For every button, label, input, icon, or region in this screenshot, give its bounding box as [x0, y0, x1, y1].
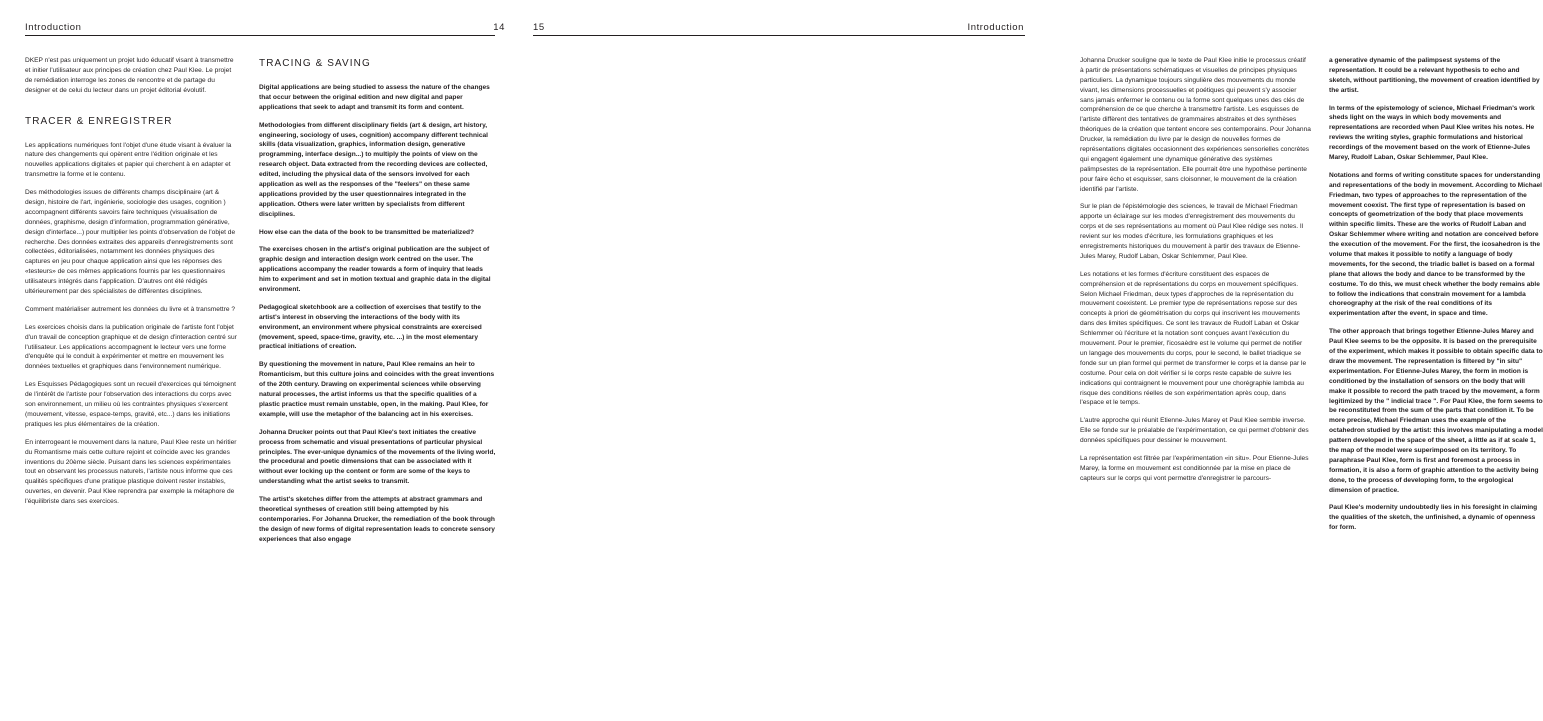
paragraph: Digital applications are being studied to assess the nature of the changes that occur between the original edition and new digital and paper applications that seek to adapt and transmit its form and content.	[259, 84, 490, 111]
left-column-french	[25, 56, 240, 515]
paragraph: Johanna Drucker souligne que le texte de Paul Klee initie le processus créatif à partir de présentations schématiques et visuelles de principes physiques particuliers. La dynamique toujours singulière des mouvements du monde vivant, les dimensions processuelles et poétiques qui peuvent s'y associer sans jamais enfermer le contenu ou la forme sont quelques unes des clés de compréhension de ce que cherche à transmettre l'artiste. Les esquisses de l'artiste diffèrent des tentatives de grammaires abstraites et des synthèses théoriques de la création que tentent encore ses contemporains. Pour Johanna Drucker, la remédiation du livre par le design de nouvelles formes de représentations digitales occasionnent des expériences sensorielles concrètes qui engagent également une dynamique générative des systèmes palimpsestes de la représentation. Elle pourrait être une hypothèse pertinente pour faire écho et esquisser, sans cloisonner, le mouvement de la création identifié par l'artiste.	[1080, 57, 1311, 193]
paragraph: Des méthodologies issues de différents champs disciplinaire (art & design, histoire de l'art, ingénierie, sociologie des usages, cognition ) accompagnent différents savoirs faire techniques (visualisation de données, graphisme, design d'information, programmation générative, design d'interface...) pour multiplier les points d'observation de l'objet de recherche. Des données extraites des appareils d'enregistrements sont collectées, éditorialisées, notamment les données physiques des captures en jeu pour chaque application ainsi que les réponses des «testeurs» de ces mêmes applications fournis par les questionnaires utilisateurs intégrés dans l'application. D'autres ont été rédigés ultérieurement par des spécialistes de différentes disciplines.	[25, 189, 236, 296]
intro-paragraph: DKEP n'est pas uniquement un projet ludo éducatif visant à transmettre et initier l'utilisateur aux principes de création chez Paul Klee. Le projet de remédiation interroge les zones de rencontre et de partage du designer et de celui du lecteur dans un projet éditorial évolutif.	[25, 57, 234, 94]
right-page	[519, 0, 1543, 721]
paragraph: Les notations et les formes d'écriture constituent des espaces de compréhension et de représentations du corps en mouvement spécifiques. Selon Michael Friedman, deux types d'approches de la représentation du mouvement coexistent. Le premier type de représentations repose sur des concepts à priori de géométrisation du corps qui inscrivent les mouvements dans des limites spécifiques. Ce sont les travaux de Rudolf Laban et Oskar Schlemmer où l'écriture et la notation sont conçues avant l'exécution du mouvement. Pour le premier, l'icosaèdre est le volume qui permet de notifier un langage des mouvements du corps, pour le second, le ballet triadique se fonde sur un plan formel qui permet de transformer le corps et la danse par le costume. Pour cela on doit vérifier si le corps reste capable de suivre les indications qui contraignent le mouvement pour une chorégraphie lambda au risque des conditions réelles de son expérimentation après coup, dans l'espace et le temps.	[1080, 270, 1307, 407]
paragraph: Pedagogical sketchbook are a collection of exercises that testify to the artist's interest in observing the interactions of the body with its environment, an environment where physical constraints are exercised (movement, speed, space-time, gravity, etc. ...) in the most elementary practical initiations of creation.	[259, 303, 482, 351]
right-header-rule	[533, 35, 1025, 36]
right-page-number: 15	[533, 22, 545, 33]
paragraph: La représentation est filtrée par l'expérimentation «in situ». Pour Etienne-Jules Marey, la forme en mouvement est conditionnée par la mise en place de capteurs sur le corps qui vont permettre d'enregistrer le parcours-	[1080, 454, 1309, 482]
paragraph: Comment matérialiser autrement les données du livre et à transmettre ?	[25, 305, 235, 313]
section-title-tracing-saving: TRACING & SAVING	[259, 58, 371, 69]
paragraph: a generative dynamic of the palimpsest systems of the representation. It could be a relevant hypothesis to echo and sketch, without partitioning, the movement of creation identified by the artist.	[1329, 57, 1540, 94]
paragraph: By questioning the movement in nature, Paul Klee remains an heir to Romanticism, but this culture joins and coincides with the great inventions of the 20th century. Drawing on experimental sciences while observing natural processes, the artist informs us that the specific qualities of a plastic practice must remain unstable, open, in the making. Paul Klee, for example, will use the metaphor of the balancing act in his exercises.	[259, 361, 495, 418]
paragraph: The artist's sketches differ from the attempts at abstract grammars and theoretical syntheses of creation still being attempted by his contemporaries. For Johanna Drucker, the remediation of the book through the design of new forms of digital representation leads to concrete sensory experiences that also engage	[259, 496, 495, 543]
left-page	[0, 0, 519, 721]
left-column-english	[259, 56, 496, 553]
paragraph: The other approach that brings together Etienne-Jules Marey and Paul Klee seems to be the opposite. It is based on the prerequisite of the experiment, which makes it possible to obtain specific data to draw the movement. The representation is filtered by "in situ" experimentation. For Etienne-Jules Marey, the form in motion is conditioned by the installation of sensors on the body that will make it possible to record the path traced by the movement, a form legitimized by the " indicial trace ". For Paul Klee, the form seems to be reconstituted from the sum of the parts that condition it. To be more precise, Michael Friedman uses the example of the octahedron studied by the artist: this involves manipulating a model pattern developed in the space of the sheet, a little as if at scale 1, the map of the model were superimposed on its territory. To paraphrase Paul Klee, form is first and foremost a process in formation, it is also a form of graphic attention to the activity being done, to the process of developing form, to the ergological dimension of practice.	[1329, 328, 1543, 494]
paragraph: Sur le plan de l'épistémologie des sciences, le travail de Michael Friedman apporte un éclairage sur les modes d'enregistrement des mouvements du corps et de ses représentations au moment où Paul Klee rédige ses notes. Il revient sur les modes d'écriture, les formulations graphiques et les enregistrements historiques du mouvement à partir des travaux de Etienne-Jules Marey, Rudolf Laban, Oskar Schlemmer, Paul Klee.	[1080, 203, 1304, 260]
left-header-rule	[25, 35, 495, 36]
left-page-number: 14	[493, 22, 505, 33]
paragraph: The exercises chosen in the artist's original publication are the subject of graphic design and interaction design work centred on the user. The applications accompany the reader towards a form of inquiry that leads him to experiment and set in motion textual and graphic data in the digital environment.	[259, 246, 491, 294]
paragraph: En interrogeant le mouvement dans la nature, Paul Klee reste un héritier du Romantisme mais cette culture rejoint et coïncide avec les grandes inventions du 20ème siècle. Puisant dans les sciences expérimentales tout en observant les processus naturels, l'artiste nous informe que ces qualités spécifiques d'une pratique plastique doivent rester instables, ouvertes, en devenir. Paul Klee reprendra par exemple la métaphore de l'équilibriste dans ses exercices.	[25, 438, 237, 506]
paragraph: Paul Klee's modernity undoubtedly lies in his foresight in claiming the qualities of the sketch, the unfinished, a dynamic of openness for form.	[1329, 504, 1538, 532]
right-column-english	[1329, 56, 1543, 541]
paragraph: L'autre approche qui réunit Etienne-Jules Marey et Paul Klee semble inverse. Elle se fonde sur le préalable de l'expérimentation, ce qui permet d'obtenir des données spécifiques pour dessiner le mouvement.	[1080, 417, 1309, 445]
paragraph: Johanna Drucker points out that Paul Klee's text initiates the creative process from schematic and visual presentations of particular physical principles. The ever-unique dynamics of the movements of the living world, the procedural and poetic dimensions that can be associated with it without ever locking up the content or form are some of the keys to understanding what the artist seeks to transmit.	[259, 428, 496, 486]
section-title-tracer-enregistrer: TRACER & ENREGISTRER	[25, 115, 173, 127]
right-column-french	[1080, 56, 1311, 492]
paragraph: Les exercices choisis dans la publication originale de l'artiste font l'objet d'un travail de conception graphique et de design d'interaction centré sur l'utilisateur. Les applications accompagnent le lecteur vers une forme d'enquête qui le conduit à expérimenter et mettre en mouvement les données textuelles et graphiques dans l'environnement numérique.	[25, 323, 237, 371]
right-running-head: Introduction	[967, 22, 1024, 33]
paragraph: Methodologies from different disciplinary fields (art & design, art history, engineering, sociology of uses, cognition) accompany different technical skills (data visualization, graphics, information design, generative programming, interface design...) to multiply the points of view on the research object. Data extracted from the recording devices are collected, edited, including the physical data of the sensors involved for each application as well as the responses of the "feelers" on these same applications provided by the user questionnaires integrated in the application. Others were later written by specialists from different disciplines.	[259, 121, 488, 218]
paragraph: How else can the data of the book to be transmitted be materialized?	[259, 228, 475, 236]
paragraph: In terms of the epistemology of science, Michael Friedman's work sheds light on the ways in which body movements and representations are recorded when Paul Klee writes his notes. He reviews the writing styles, graphic formulations and historical recordings of the movement based on the work of Etienne-Jules Marey, Rudolf Laban, Oskar Schlemmer, Paul Klee.	[1329, 104, 1535, 162]
paragraph: Les Esquisses Pédagogiques sont un recueil d'exercices qui témoignent de l'intérêt de l'artiste pour l'observation des interactions du corps avec son environnement, un milieu où les contraintes physiques s'exercent (mouvement, vitesse, espace-temps, gravité, etc...) dans les initiations pratiques les plus élémentaires de la création.	[25, 381, 236, 428]
paragraph: Notations and forms of writing constitute spaces for understanding and representations of the body in movement. According to Michael Friedman, two types of approaches to the representation of the movement coexist. The first type of representation is based on concepts of geometrization of the body that place movements within specific limits. These are the works of Rudolf Laban and Oskar Schlemmer where writing and notation are conceived before the execution of the movement. For the first, the icosahedron is the volume that makes it possible to notify a language of body movements, for the second, the triadic ballet is based on a formal plane that allows the body and dance to be transformed by the costume. To do this, we must check whether the body remains able to follow the indications that constrain movement for a lambda choreography at the risk of the real conditions of its experimentation after the event, in space and time.	[1329, 171, 1542, 318]
left-running-head: Introduction	[25, 22, 82, 33]
paragraph: Les applications numériques font l'objet d'une étude visant à évaluer la nature des changements qui opèrent entre l'édition originale et les nouvelles applications digitales et papier qui cherchent à en adapter et transmettre la forme et le contenu.	[25, 141, 232, 179]
